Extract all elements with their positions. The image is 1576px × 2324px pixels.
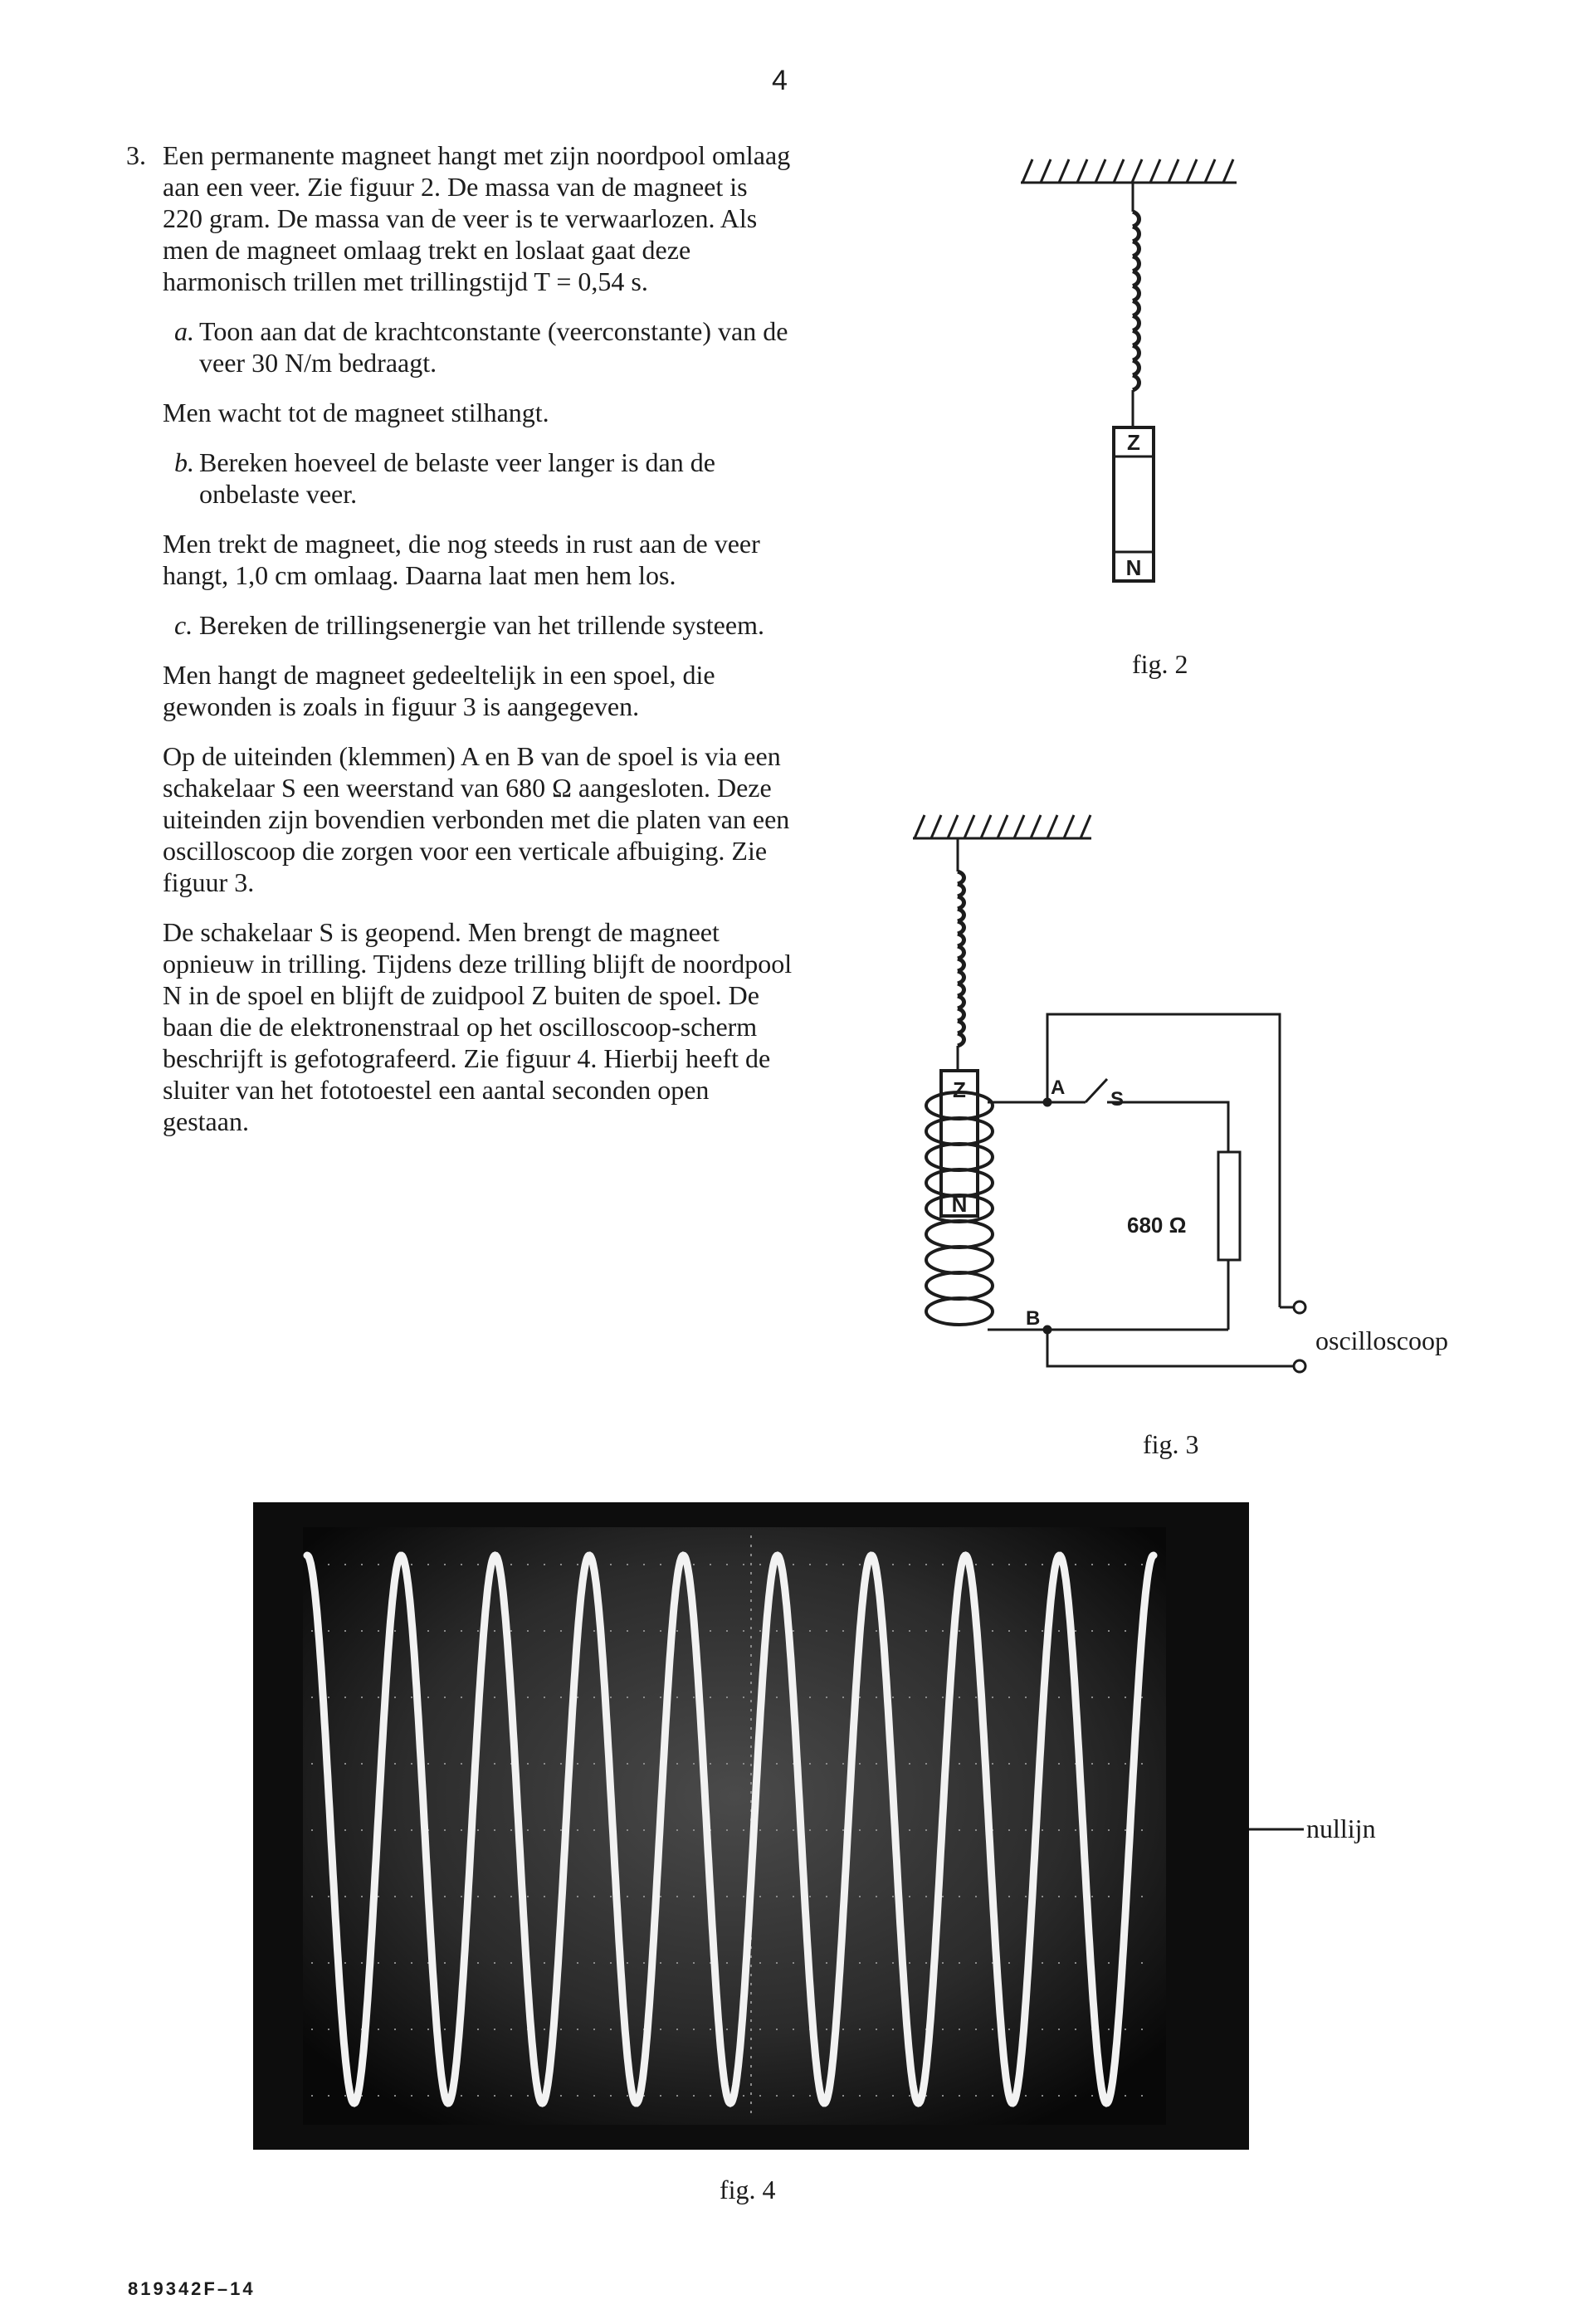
fig3-drawing	[905, 797, 1369, 1394]
fig2-drawing	[1012, 149, 1261, 614]
fig2-caption: fig. 2	[1132, 649, 1188, 679]
para-pull: Men trekt de magneet, die nog steeds in rust aan de veer hangt, 1,0 cm omlaag. Daarna laat men hem los.	[163, 529, 760, 590]
part-c	[163, 609, 793, 641]
part-b-letter: b.	[174, 447, 194, 477]
footer-code: 819342F–14	[128, 2278, 256, 2299]
fig2-pole-z: Z	[1127, 430, 1140, 455]
fig3-pole-n: N	[951, 1192, 968, 1217]
para-terminals: Op de uiteinden (klemmen) A en B van de spoel is via een schakelaar S een weerstand van 680 Ω aangesloten. Deze uiteinden zijn bovendien verbonden met die platen van een oscilloscoop die zorgen voor een verticale afbuiging. Zie figuur 3.	[163, 741, 790, 897]
fig2-ceiling	[1021, 159, 1237, 183]
part-c-text: Bereken de trillingsenergie van het trillende systeem.	[199, 610, 764, 640]
fig3-oscilloscope-label: oscilloscoop	[1315, 1326, 1448, 1355]
intro-text: Een permanente magneet hangt met zijn noordpool omlaag aan een veer. Zie figuur 2. De massa van de magneet is 220 gram. De massa van de veer is te verwaarlozen. Als men de magneet omlaag trekt en loslaat gaat deze harmonisch trillen met trillingstijd T = 0,54 s.	[163, 140, 791, 296]
part-b-text: Bereken hoeveel de belaste veer langer is dan de onbelaste veer.	[199, 447, 715, 509]
fig3-ceiling	[913, 815, 1091, 838]
fig2-pole-n: N	[1125, 555, 1142, 580]
fig3-switch-label: S	[1110, 1088, 1125, 1111]
part-a-text: Toon aan dat de krachtconstante (veerconstante) van de veer 30 N/m bedraagt.	[199, 316, 788, 378]
part-b	[163, 447, 793, 510]
fig3-pole-z: Z	[953, 1077, 966, 1102]
page-number: 4	[772, 65, 788, 96]
fig2-spring	[1133, 183, 1139, 427]
fig2-magnet	[1114, 427, 1154, 581]
part-c-letter: c.	[174, 610, 193, 640]
fig3-terminal-b: B	[1026, 1307, 1041, 1330]
fig4-nullijn-label: nullijn	[1306, 1814, 1376, 1843]
nullijn-pointer	[1249, 1821, 1307, 1838]
para-coil: Men hangt de magneet gedeeltelijk in een spoel, die gewonden is zoals in figuur 3 is aangegeven.	[163, 660, 715, 721]
fig4-caption: fig. 4	[720, 2175, 776, 2204]
fig4-oscilloscope-photo	[253, 1502, 1249, 2150]
para-switch: De schakelaar S is geopend. Men brengt de magneet opnieuw in trilling. Tijdens deze trilling blijft de noordpool N in de spoel en blijft de zuidpool Z buiten de spoel. De baan die de elektronenstraal op het oscilloscoop-scherm beschrijft is gefotografeerd. Zie figuur 4. Hierbij heeft de sluiter van het fototoestel een aantal seconden open gestaan.	[163, 917, 793, 1136]
part-a	[163, 315, 793, 378]
fig3-spring	[958, 838, 964, 1071]
para-wait: Men wacht tot de magneet stilhangt.	[163, 398, 549, 427]
fig3-resistor-label: 680 Ω	[1127, 1213, 1187, 1238]
question-number: 3.	[126, 140, 146, 170]
question-text	[126, 139, 793, 1155]
part-a-letter: a.	[174, 316, 194, 346]
question-intro	[126, 139, 793, 297]
fig3-caption: fig. 3	[1143, 1429, 1199, 1459]
fig3-terminal-a: A	[1051, 1077, 1066, 1099]
